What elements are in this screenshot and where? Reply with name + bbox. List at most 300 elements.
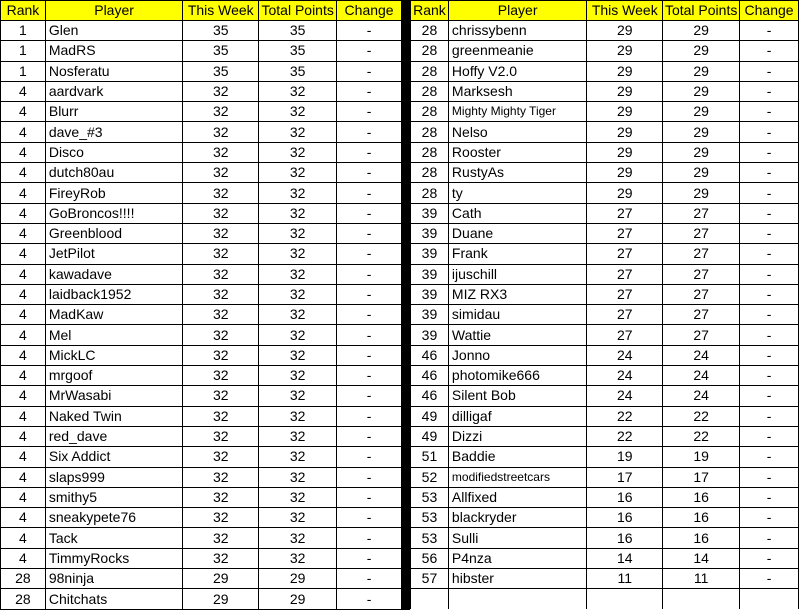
total-points-cell: 32 [259,81,337,101]
rank-cell: 4 [1,223,46,243]
rank-cell: 4 [1,548,46,568]
rank-cell: 4 [1,305,46,325]
table-row [1,244,402,264]
change-cell: - [337,305,402,325]
header-row [1,1,402,21]
total-points-cell: 32 [259,406,337,426]
rank-cell: 53 [411,508,449,528]
change-cell: - [337,589,402,610]
change-cell: - [740,122,799,142]
this-week-cell: 29 [587,21,663,41]
player-cell: dutch80au [45,163,182,183]
table-row [411,406,799,426]
rank-cell: 39 [411,244,449,264]
this-week-cell: 35 [183,21,259,41]
this-week-cell: 24 [587,366,663,386]
total-points-cell: 29 [259,589,337,610]
table-row [411,447,799,467]
empty-cell [740,589,799,610]
player-cell: RustyAs [448,163,586,183]
change-cell: - [337,41,402,61]
table-row [411,102,799,122]
player-cell: TimmyRocks [45,548,182,568]
total-points-cell: 22 [663,426,740,446]
this-week-cell: 29 [587,81,663,101]
total-points-cell: 16 [663,487,740,507]
table-row [411,21,799,41]
rank-cell: 53 [411,528,449,548]
change-cell: - [337,284,402,304]
total-points-cell: 27 [663,244,740,264]
total-points-cell: 29 [663,61,740,81]
change-cell: - [740,102,799,122]
table-row [1,41,402,61]
change-cell: - [740,223,799,243]
this-week-cell: 27 [587,284,663,304]
rank-cell: 4 [1,467,46,487]
table-row [411,426,799,446]
total-points-cell: 32 [259,102,337,122]
this-week-cell: 35 [183,41,259,61]
player-cell: blackryder [448,508,586,528]
total-points-cell: 32 [259,447,337,467]
total-points-cell: 29 [663,21,740,41]
header-this-week: This Week [183,1,259,21]
table-row [1,345,402,365]
rank-cell: 39 [411,305,449,325]
table-row [411,41,799,61]
rank-cell: 28 [411,61,449,81]
player-cell: photomike666 [448,366,586,386]
table-row [411,548,799,568]
rank-cell: 28 [411,81,449,101]
change-cell: - [740,487,799,507]
player-cell: Six Addict [45,447,182,467]
header-rank: Rank [411,1,449,21]
rank-cell: 4 [1,325,46,345]
change-cell: - [337,163,402,183]
player-cell: Baddie [448,447,586,467]
player-cell: Naked Twin [45,406,182,426]
change-cell: - [337,122,402,142]
rank-cell: 4 [1,142,46,162]
change-cell: - [337,528,402,548]
change-cell: - [740,406,799,426]
table-row [1,487,402,507]
rank-cell: 4 [1,406,46,426]
change-cell: - [337,406,402,426]
rank-cell: 4 [1,264,46,284]
change-cell: - [337,569,402,589]
empty-cell [448,589,586,610]
table-row [411,203,799,223]
total-points-cell: 35 [259,41,337,61]
total-points-cell: 32 [259,284,337,304]
this-week-cell: 24 [587,386,663,406]
this-week-cell: 22 [587,426,663,446]
rank-cell: 46 [411,366,449,386]
rank-cell: 39 [411,264,449,284]
this-week-cell: 27 [587,244,663,264]
this-week-cell: 29 [587,61,663,81]
this-week-cell: 17 [587,467,663,487]
change-cell: - [337,426,402,446]
player-cell: dave_#3 [45,122,182,142]
this-week-cell: 29 [183,569,259,589]
change-cell: - [337,81,402,101]
rank-cell: 46 [411,345,449,365]
table-row [1,223,402,243]
total-points-cell: 27 [663,264,740,284]
this-week-cell: 27 [587,325,663,345]
player-cell: FireyRob [45,183,182,203]
this-week-cell: 11 [587,569,663,589]
total-points-cell: 24 [663,386,740,406]
change-cell: - [740,447,799,467]
player-cell: modifiedstreetcars [448,467,586,487]
player-cell: Wattie [448,325,586,345]
header-total-points: Total Points [259,1,337,21]
table-row [1,528,402,548]
table-row [1,426,402,446]
player-cell: hibster [448,569,586,589]
table-row [1,548,402,568]
total-points-cell: 32 [259,325,337,345]
rank-cell: 4 [1,122,46,142]
this-week-cell: 14 [587,548,663,568]
player-cell: slaps999 [45,467,182,487]
table-row [411,386,799,406]
change-cell: - [337,61,402,81]
table-row [411,264,799,284]
this-week-cell: 27 [587,305,663,325]
table-row [1,183,402,203]
change-cell: - [740,426,799,446]
total-points-cell: 29 [663,81,740,101]
empty-row [411,589,799,610]
this-week-cell: 29 [587,122,663,142]
change-cell: - [337,508,402,528]
player-cell: ty [448,183,586,203]
change-cell: - [740,548,799,568]
total-points-cell: 14 [663,548,740,568]
this-week-cell: 29 [587,102,663,122]
player-cell: red_dave [45,426,182,446]
change-cell: - [740,386,799,406]
player-cell: Chitchats [45,589,182,610]
table-row [411,223,799,243]
change-cell: - [337,386,402,406]
rank-cell: 53 [411,487,449,507]
change-cell: - [337,183,402,203]
total-points-cell: 24 [663,366,740,386]
table-row [1,467,402,487]
total-points-cell: 16 [663,508,740,528]
rank-cell: 56 [411,548,449,568]
table-row [411,183,799,203]
this-week-cell: 16 [587,487,663,507]
table-row [411,528,799,548]
header-player: Player [45,1,182,21]
empty-cell [411,589,449,610]
player-cell: Tack [45,528,182,548]
change-cell: - [740,21,799,41]
rank-cell: 49 [411,426,449,446]
change-cell: - [337,548,402,568]
rank-cell: 4 [1,203,46,223]
this-week-cell: 27 [587,223,663,243]
total-points-cell: 35 [259,21,337,41]
table-row [1,508,402,528]
player-cell: Cath [448,203,586,223]
table-row [1,102,402,122]
rank-cell: 52 [411,467,449,487]
table-row [411,467,799,487]
player-cell: kawadave [45,264,182,284]
player-cell: MadRS [45,41,182,61]
table-row [411,366,799,386]
rank-cell: 1 [1,21,46,41]
change-cell: - [740,345,799,365]
player-cell: JetPilot [45,244,182,264]
rank-cell: 4 [1,447,46,467]
total-points-cell: 27 [663,203,740,223]
empty-cell [587,589,663,610]
change-cell: - [740,61,799,81]
player-cell: simidau [448,305,586,325]
change-cell: - [337,487,402,507]
player-cell: Mel [45,325,182,345]
player-cell: sneakypete76 [45,508,182,528]
total-points-cell: 32 [259,548,337,568]
player-cell: Frank [448,244,586,264]
player-cell: MickLC [45,345,182,365]
player-cell: 98ninja [45,569,182,589]
total-points-cell: 27 [663,325,740,345]
table-row [411,569,799,589]
rank-cell: 4 [1,366,46,386]
this-week-cell: 32 [183,447,259,467]
table-row [1,366,402,386]
this-week-cell: 29 [183,589,259,610]
total-points-cell: 32 [259,366,337,386]
total-points-cell: 11 [663,569,740,589]
rank-cell: 28 [411,102,449,122]
total-points-cell: 19 [663,447,740,467]
rank-cell: 39 [411,223,449,243]
player-cell: MIZ RX3 [448,284,586,304]
table-row [1,305,402,325]
player-cell: Greenblood [45,223,182,243]
rank-cell: 4 [1,508,46,528]
this-week-cell: 19 [587,447,663,467]
table-row [1,589,402,610]
rank-cell: 49 [411,406,449,426]
change-cell: - [337,244,402,264]
player-cell: Rooster [448,142,586,162]
player-cell: Nelso [448,122,586,142]
rank-cell: 1 [1,41,46,61]
this-week-cell: 27 [587,264,663,284]
table-row [411,122,799,142]
total-points-cell: 27 [663,284,740,304]
rank-cell: 4 [1,345,46,365]
total-points-cell: 32 [259,264,337,284]
this-week-cell: 32 [183,203,259,223]
table-row [411,244,799,264]
change-cell: - [740,305,799,325]
table-row [1,569,402,589]
this-week-cell: 32 [183,548,259,568]
this-week-cell: 29 [587,142,663,162]
total-points-cell: 32 [259,305,337,325]
rank-cell: 57 [411,569,449,589]
table-row [1,203,402,223]
total-points-cell: 16 [663,528,740,548]
change-cell: - [740,528,799,548]
change-cell: - [740,203,799,223]
change-cell: - [740,467,799,487]
change-cell: - [337,366,402,386]
table-row [1,122,402,142]
this-week-cell: 32 [183,284,259,304]
player-cell: Hoffy V2.0 [448,61,586,81]
rank-cell: 4 [1,81,46,101]
table-row [411,142,799,162]
player-cell: Disco [45,142,182,162]
table-row [1,386,402,406]
total-points-cell: 32 [259,386,337,406]
this-week-cell: 16 [587,528,663,548]
player-cell: GoBroncos!!!! [45,203,182,223]
header-total-points: Total Points [663,1,740,21]
rank-cell: 4 [1,183,46,203]
rank-cell: 4 [1,487,46,507]
rank-cell: 4 [1,386,46,406]
this-week-cell: 32 [183,325,259,345]
change-cell: - [337,325,402,345]
this-week-cell: 32 [183,406,259,426]
change-cell: - [337,467,402,487]
change-cell: - [337,345,402,365]
table-row [411,163,799,183]
total-points-cell: 32 [259,223,337,243]
change-cell: - [740,569,799,589]
rank-cell: 4 [1,244,46,264]
rank-cell: 28 [411,122,449,142]
change-cell: - [740,183,799,203]
table-row [1,325,402,345]
change-cell: - [337,223,402,243]
player-cell: Nosferatu [45,61,182,81]
change-cell: - [740,264,799,284]
player-cell: Duane [448,223,586,243]
this-week-cell: 32 [183,528,259,548]
player-cell: Jonno [448,345,586,365]
rank-cell: 28 [411,21,449,41]
total-points-cell: 32 [259,203,337,223]
header-row [411,1,799,21]
total-points-cell: 29 [259,569,337,589]
player-cell: ijuschill [448,264,586,284]
this-week-cell: 32 [183,223,259,243]
total-points-cell: 29 [663,41,740,61]
table-row [411,81,799,101]
total-points-cell: 32 [259,183,337,203]
rank-cell: 28 [411,163,449,183]
change-cell: - [337,102,402,122]
player-cell: Allfixed [448,487,586,507]
change-cell: - [740,41,799,61]
this-week-cell: 32 [183,183,259,203]
total-points-cell: 27 [663,223,740,243]
table-row [1,284,402,304]
player-cell: MadKaw [45,305,182,325]
this-week-cell: 32 [183,142,259,162]
header-change: Change [337,1,402,21]
empty-cell [663,589,740,610]
header-change: Change [740,1,799,21]
total-points-cell: 29 [663,102,740,122]
header-this-week: This Week [587,1,663,21]
this-week-cell: 32 [183,345,259,365]
table-row [1,81,402,101]
total-points-cell: 32 [259,487,337,507]
this-week-cell: 32 [183,467,259,487]
rank-cell: 4 [1,102,46,122]
total-points-cell: 29 [663,142,740,162]
total-points-cell: 17 [663,467,740,487]
this-week-cell: 16 [587,508,663,528]
rank-cell: 39 [411,284,449,304]
change-cell: - [740,325,799,345]
total-points-cell: 32 [259,142,337,162]
leaderboard-table-right [410,0,799,610]
player-cell: Mighty Mighty Tiger [448,102,586,122]
total-points-cell: 29 [663,163,740,183]
table-row [1,406,402,426]
this-week-cell: 32 [183,426,259,446]
total-points-cell: 32 [259,508,337,528]
table-row [1,447,402,467]
change-cell: - [337,21,402,41]
header-rank: Rank [1,1,46,21]
total-points-cell: 27 [663,305,740,325]
total-points-cell: 29 [663,122,740,142]
this-week-cell: 32 [183,102,259,122]
player-cell: Dizzi [448,426,586,446]
total-points-cell: 32 [259,426,337,446]
table-row [411,345,799,365]
this-week-cell: 32 [183,244,259,264]
table-row [411,487,799,507]
player-cell: laidback1952 [45,284,182,304]
player-cell: MrWasabi [45,386,182,406]
rank-cell: 39 [411,203,449,223]
player-cell: P4nza [448,548,586,568]
table-row [1,142,402,162]
table-row [411,284,799,304]
rank-cell: 4 [1,284,46,304]
rank-cell: 28 [1,569,46,589]
player-cell: Sulli [448,528,586,548]
total-points-cell: 32 [259,244,337,264]
player-cell: chrissybenn [448,21,586,41]
total-points-cell: 22 [663,406,740,426]
this-week-cell: 32 [183,81,259,101]
change-cell: - [740,142,799,162]
table-row [411,508,799,528]
